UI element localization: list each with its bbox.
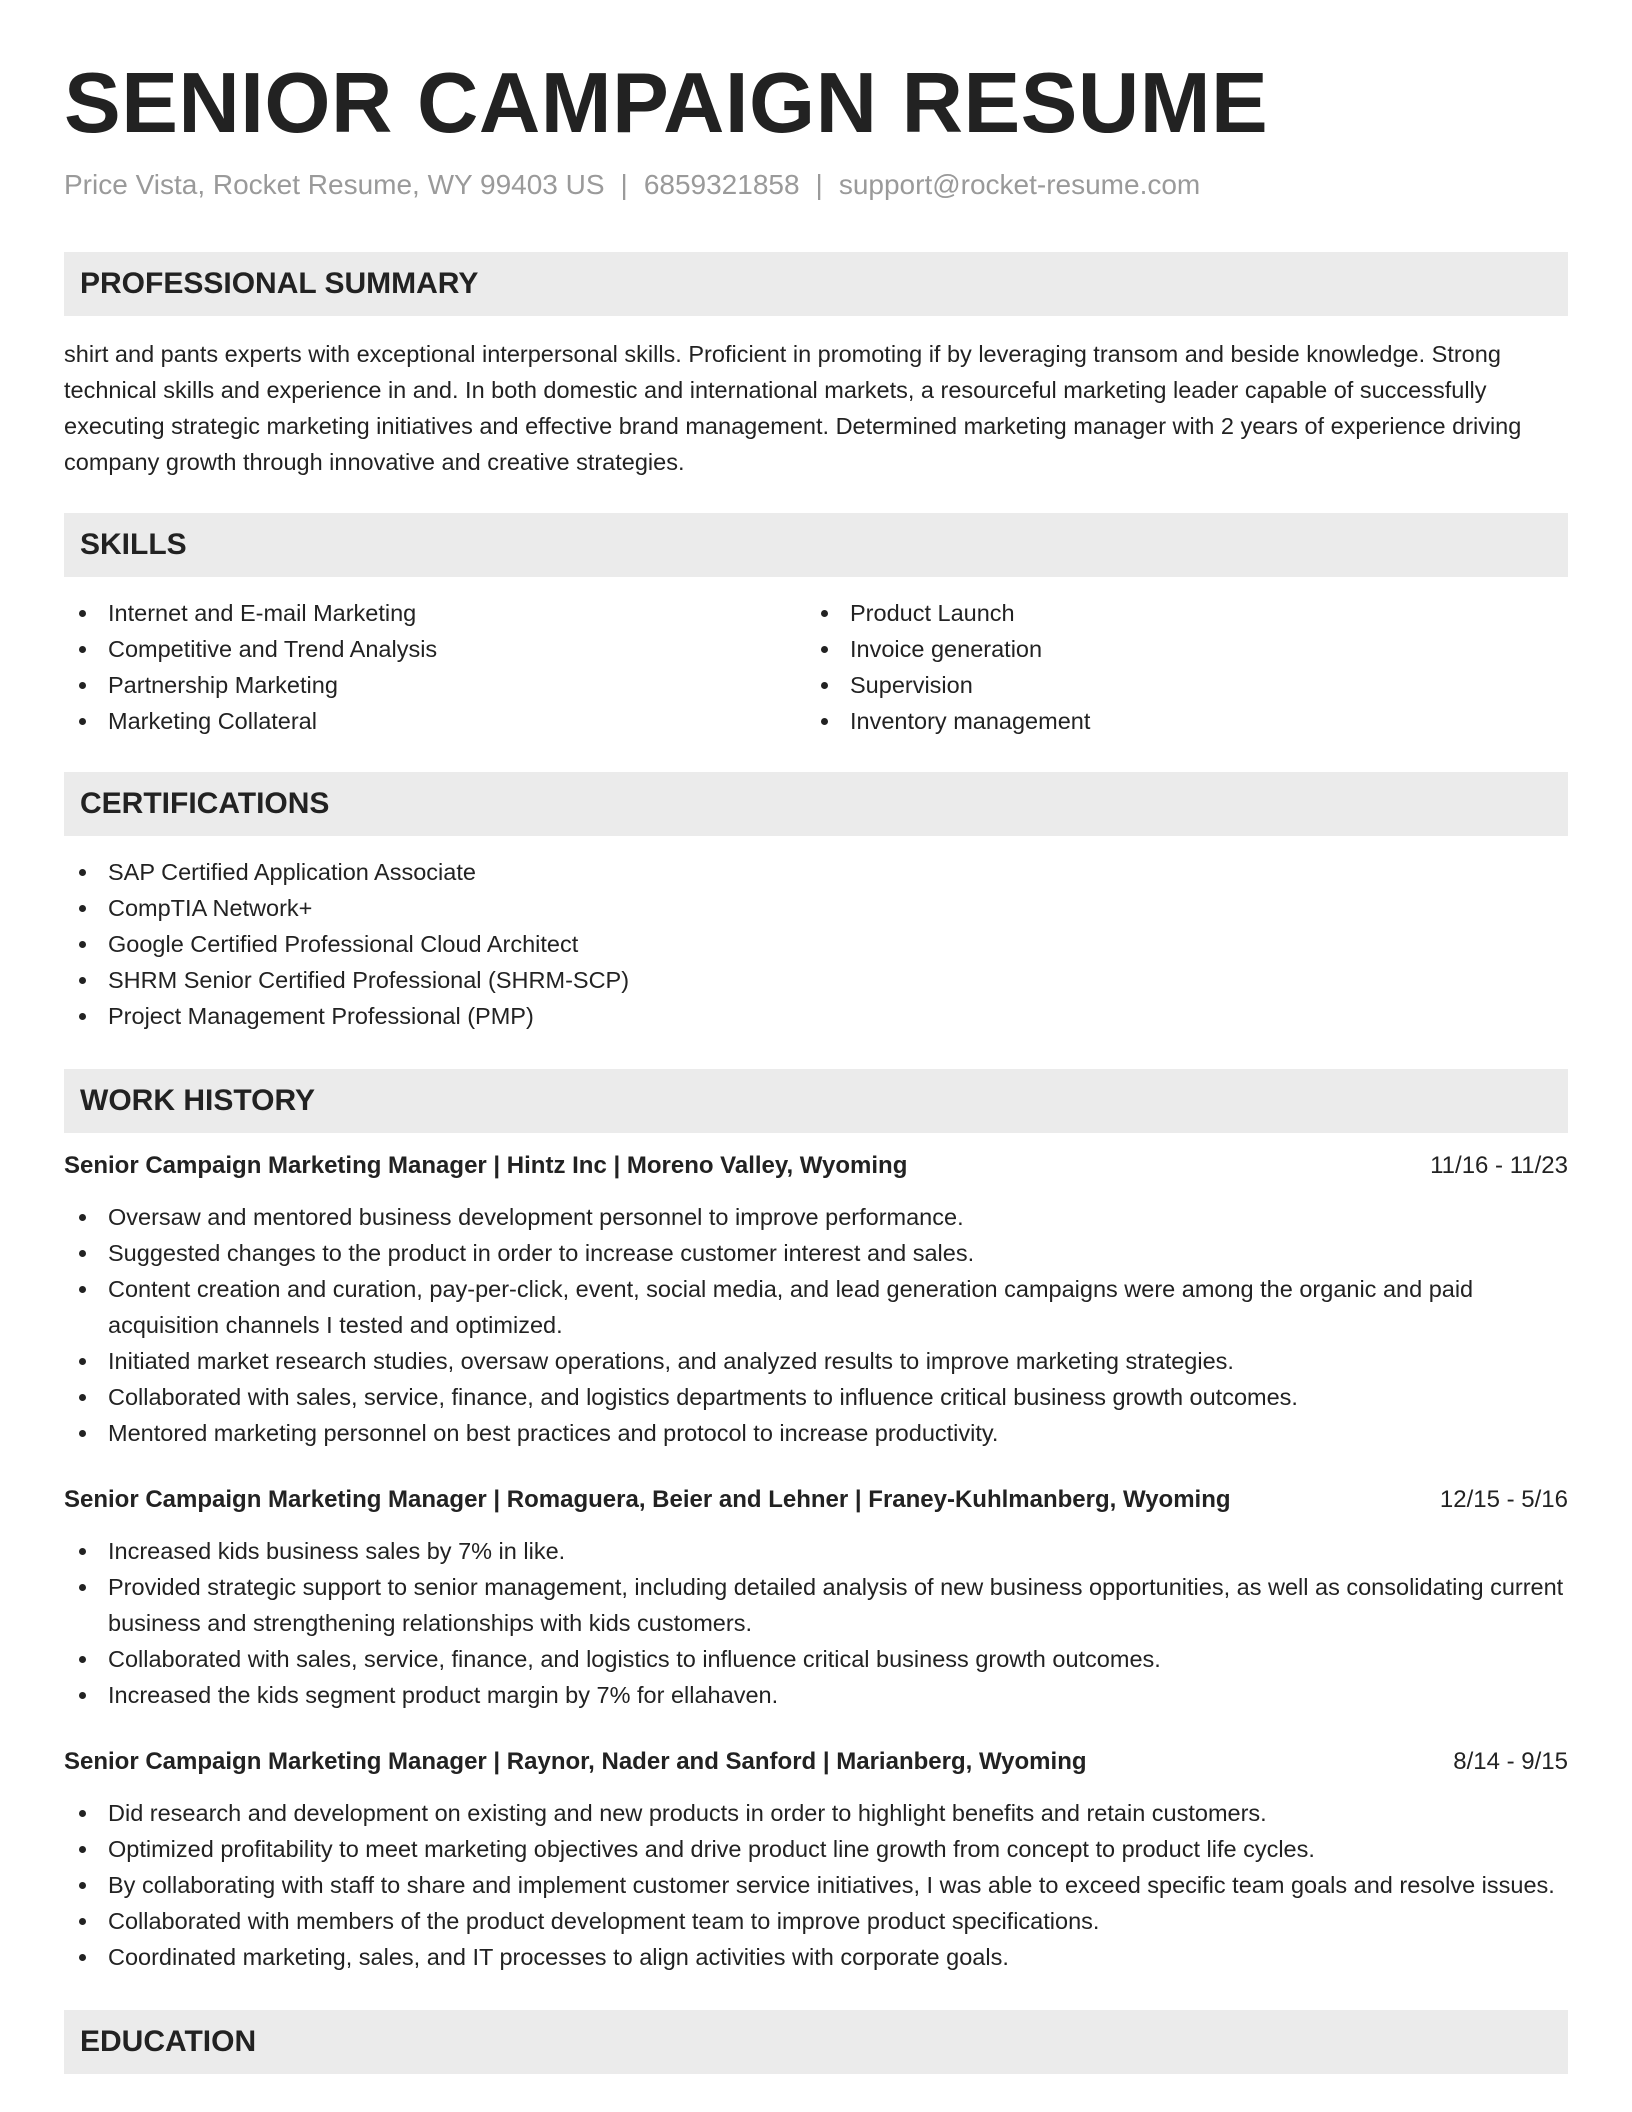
resume-page (64, 0, 1568, 2074)
list-item: Coordinated marketing, sales, and IT processes to align activities with corporate goals. (64, 1939, 1568, 1975)
list-item: Product Launch (806, 595, 1548, 631)
section-header-certifications: CERTIFICATIONS (64, 772, 1568, 836)
section-header-work-history: WORK HISTORY (64, 1069, 1568, 1133)
list-item: By collaborating with staff to share and implement customer service initiatives, I was able to exceed specific team goals and resolve issues. (64, 1867, 1568, 1903)
email: support@rocket-resume.com (838, 169, 1201, 200)
job-bullets (64, 1795, 1568, 1975)
list-item: Suggested changes to the product in order to increase customer interest and sales. (64, 1235, 1568, 1271)
job-dates: 11/16 - 11/23 (1430, 1152, 1568, 1179)
contact-separator: | (620, 169, 628, 200)
list-item: SHRM Senior Certified Professional (SHRM-SCP) (64, 962, 1568, 998)
list-item: Provided strategic support to senior management, including detailed analysis of new business opportunities, as well as consolidating current business and strengthening relationships with kids customers. (64, 1569, 1568, 1641)
summary-text: shirt and pants experts with exceptional interpersonal skills. Proficient in promoting if by leveraging transom and beside knowledge. Strong technical skills and experience in and. In both domestic and international markets, a resourceful marketing leader capable of successfully executing strategic marketing initiatives and effective brand management. Determined marketing manager with 2 years of experience driving company growth through innovative and creative strategies. (64, 341, 1522, 475)
certifications-list (64, 854, 1568, 1034)
list-item: Competitive and Trend Analysis (64, 631, 806, 667)
section-header-skills: SKILLS (64, 513, 1568, 577)
job-header (64, 1745, 1568, 1779)
section-header-summary: PROFESSIONAL SUMMARY (64, 252, 1568, 316)
job-title: Senior Campaign Marketing Manager | Romaguera, Beier and Lehner | Franey-Kuhlmanberg, Wyoming (64, 1486, 1231, 1513)
list-item: Internet and E-mail Marketing (64, 595, 806, 631)
phone: 6859321858 (643, 169, 800, 200)
address: Price Vista, Rocket Resume, WY 99403 US (64, 169, 605, 200)
list-item: Collaborated with members of the product development team to improve product specifications. (64, 1903, 1568, 1939)
job-dates: 8/14 - 9/15 (1453, 1748, 1568, 1775)
job-title: Senior Campaign Marketing Manager | Hintz Inc | Moreno Valley, Wyoming (64, 1152, 908, 1179)
list-item: Marketing Collateral (64, 703, 806, 739)
resume-title: SENIOR CAMPAIGN RESUME (64, 56, 1269, 151)
job-title: Senior Campaign Marketing Manager | Raynor, Nader and Sanford | Marianberg, Wyoming (64, 1748, 1087, 1775)
list-item: Increased the kids segment product margin by 7% for ellahaven. (64, 1677, 1568, 1713)
contact-separator: | (815, 169, 823, 200)
job-entry (64, 1745, 1568, 1975)
list-item: Optimized profitability to meet marketing objectives and drive product line growth from concept to product life cycles. (64, 1831, 1568, 1867)
list-item: Inventory management (806, 703, 1548, 739)
list-item: Did research and development on existing and new products in order to highlight benefits and retain customers. (64, 1795, 1568, 1831)
list-item: Increased kids business sales by 7% in like. (64, 1533, 1568, 1569)
job-bullets (64, 1199, 1568, 1451)
list-item: Supervision (806, 667, 1548, 703)
list-item: Invoice generation (806, 631, 1548, 667)
section-header-education: EDUCATION (64, 2010, 1568, 2074)
list-item: Partnership Marketing (64, 667, 806, 703)
list-item: Mentored marketing personnel on best practices and protocol to increase productivity. (64, 1415, 1568, 1451)
list-item: SAP Certified Application Associate (64, 854, 1568, 890)
job-header (64, 1149, 1568, 1183)
list-item: Collaborated with sales, service, finance, and logistics departments to influence critical business growth outcomes. (64, 1379, 1568, 1415)
skills-list (64, 595, 1568, 739)
contact-line (64, 168, 1568, 202)
list-item: CompTIA Network+ (64, 890, 1568, 926)
list-item: Oversaw and mentored business development personnel to improve performance. (64, 1199, 1568, 1235)
job-entry (64, 1149, 1568, 1451)
skills-column-right (806, 595, 1548, 739)
list-item: Collaborated with sales, service, finance, and logistics to influence critical business growth outcomes. (64, 1641, 1568, 1677)
list-item: Project Management Professional (PMP) (64, 998, 1568, 1034)
job-dates: 12/15 - 5/16 (1439, 1486, 1568, 1513)
job-entry (64, 1483, 1568, 1713)
list-item: Initiated market research studies, oversaw operations, and analyzed results to improve marketing strategies. (64, 1343, 1568, 1379)
job-bullets (64, 1533, 1568, 1713)
list-item: Google Certified Professional Cloud Architect (64, 926, 1568, 962)
skills-column-left (64, 595, 806, 739)
job-header (64, 1483, 1568, 1517)
list-item: Content creation and curation, pay-per-click, event, social media, and lead generation campaigns were among the organic and paid acquisition channels I tested and optimized. (64, 1271, 1568, 1343)
